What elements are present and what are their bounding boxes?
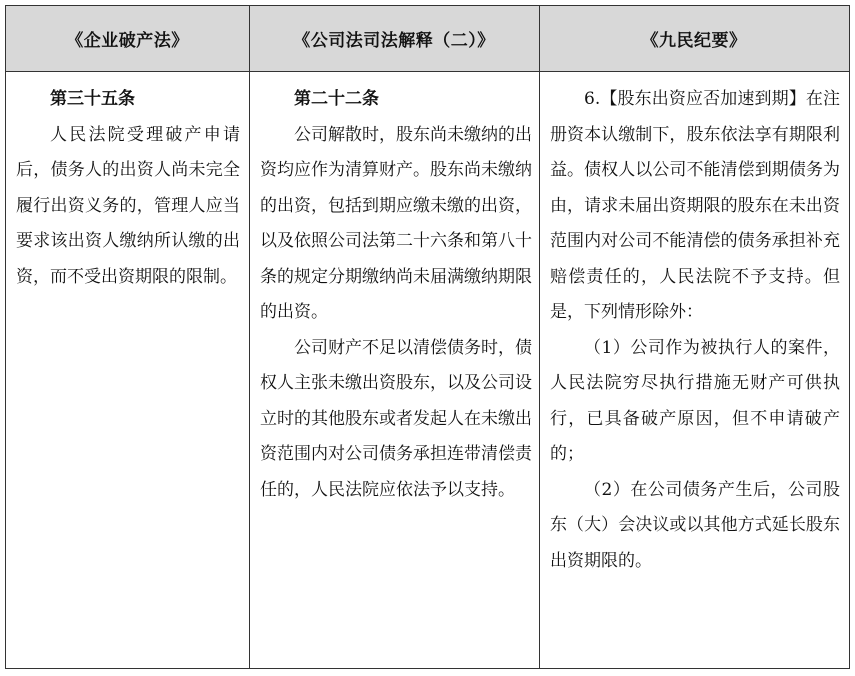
header-company-law-interpretation (249, 6, 539, 72)
header-jiumin-minutes (539, 6, 849, 72)
cell-text (16, 82, 240, 295)
header-label: 《公司法司法解释（二）》 (293, 31, 495, 51)
column-company-law-interpretation (249, 72, 539, 668)
paragraph: 公司财产不足以清偿债务时，债权人主张未缴出资股东，以及公司设立时的其他股东或者发起人在未缴出资范围内对公司债务承担连带清偿责任的，人民法院应依法予以支持。 (260, 337, 532, 500)
header-bankruptcy-law (6, 6, 249, 72)
cell-text (260, 82, 532, 508)
cell-text (550, 82, 840, 579)
paragraph: （2）在公司债务产生后，公司股东（大）会决议或以其他方式延长股东出资期限的。 (550, 479, 840, 571)
article-title: 第二十二条 (294, 89, 379, 109)
paragraph: 6.【股东出资应否加速到期】在注册资本认缴制下，股东依法享有期限利益。债权人以公司不能清偿到期债务为由，请求未届出资期限的股东在未出资范围内对公司不能清偿的债务承担补充赔偿责任的，人民法院不予支持。但是，下列情形除外： (550, 89, 840, 322)
comparison-table (5, 5, 850, 669)
header-label: 《企业破产法》 (66, 31, 189, 51)
column-bankruptcy-law (6, 72, 249, 668)
column-jiumin-minutes (539, 72, 849, 668)
paragraph: （1）公司作为被执行人的案件，人民法院穷尽执行措施无财产可供执行，已具备破产原因，但不申请破产的； (550, 337, 840, 464)
article-title: 第三十五条 (50, 89, 135, 109)
paragraph: 公司解散时，股东尚未缴纳的出资均应作为清算财产。股东尚未缴纳的出资，包括到期应缴未缴的出资，以及依照公司法第二十六条和第八十条的规定分期缴纳尚未届满缴纳期限的出资。 (260, 124, 532, 322)
paragraph: 人民法院受理破产申请后，债务人的出资人尚未完全履行出资义务的，管理人应当要求该出资人缴纳所认缴的出资，而不受出资期限的限制。 (16, 124, 240, 287)
header-label: 《九民纪要》 (641, 31, 747, 51)
